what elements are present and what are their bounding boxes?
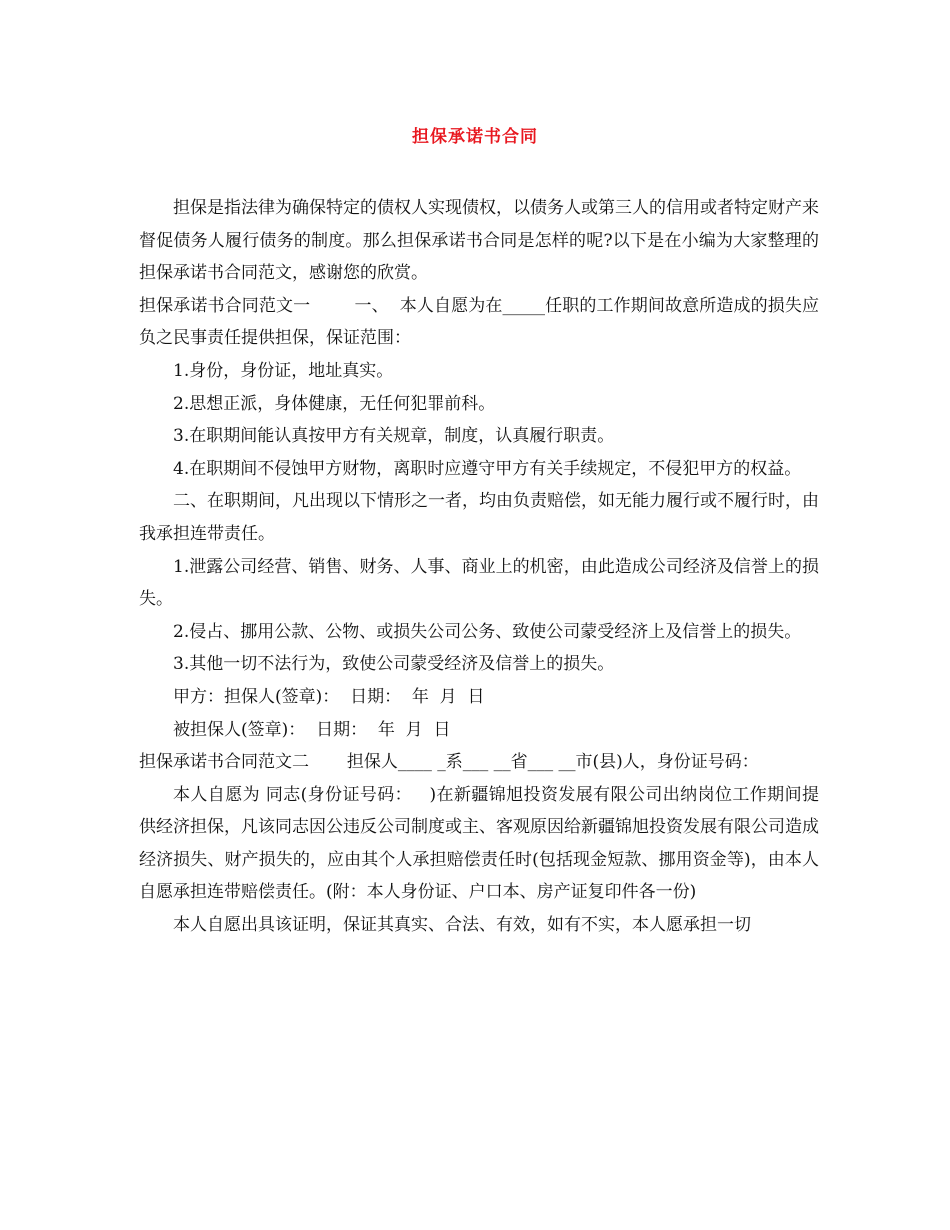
truthfulness-statement-paragraph: 本人自愿出具该证明，保证其真实、合法、有效，如有不实，本人愿承担一切 xyxy=(173,915,751,936)
list-item: 2.侵占、挪用公款、公物、或损失公司公务、致使公司蒙受经济上及信誉上的损失。 xyxy=(173,621,802,642)
sample-two-heading-paragraph: 担保承诺书合同范文二 担保人____ _系___ __省___ __市(县)人，身份证号码： xyxy=(139,752,759,773)
intro-paragraph: 担保是指法律为确保特定的债权人实现债权，以债务人或第三人的信用或者特定财产来督促债务人履行债务的制度。那么担保承诺书合同是怎样的呢?以下是在小编为大家整理的担保承诺书合同范文，感谢您的欣赏。 xyxy=(139,198,819,284)
list-item: 4.在职期间不侵蚀甲方财物，离职时应遵守甲方有关手续规定，不侵犯甲方的权益。 xyxy=(173,458,802,479)
list-item: 1.身份，身份证，地址真实。 xyxy=(173,360,394,381)
list-item: 2.思想正派，身体健康，无任何犯罪前科。 xyxy=(173,393,496,414)
guarantee-statement-paragraph: 本人自愿为 同志(身份证号码： )在新疆锦旭投资发展有限公司出纳岗位工作期间提供经济担保，凡该同志因公违反公司制度或主、客观原因给新疆锦旭投资发展有限公司造成经济损失、财产损失的，应由其个人承担赔偿责任时(包括现金短款、挪用资金等)，由本人自愿承担连带赔偿责任。(附：本人身份证、户口本、房产证复印件各一份) xyxy=(139,784,819,903)
party-a-signature-line: 甲方：担保人(签章)： 日期： 年 月 日 xyxy=(173,686,485,707)
list-item: 3.其他一切不法行为，致使公司蒙受经济及信誉上的损失。 xyxy=(173,654,615,675)
list-item: 1.泄露公司经营、销售、财务、人事、商业上的机密，由此造成公司经济及信誉上的损失。 xyxy=(139,556,819,610)
sample-one-heading-paragraph: 担保承诺书合同范文一 一、 本人自愿为在_____任职的工作期间故意所造成的损失应负之民事责任提供担保，保证范围： xyxy=(139,295,819,349)
list-item: 3.在职期间能认真按甲方有关规章，制度，认真履行职责。 xyxy=(173,426,615,447)
document-body xyxy=(139,192,819,942)
section-two-paragraph: 二、在职期间，凡出现以下情形之一者，均由负责赔偿，如无能力履行或不履行时，由我承担连带责任。 xyxy=(139,491,819,544)
guaranteed-party-signature-line: 被担保人(签章)： 日期： 年 月 日 xyxy=(173,719,451,740)
document-title: 担保承诺书合同 xyxy=(412,127,538,147)
